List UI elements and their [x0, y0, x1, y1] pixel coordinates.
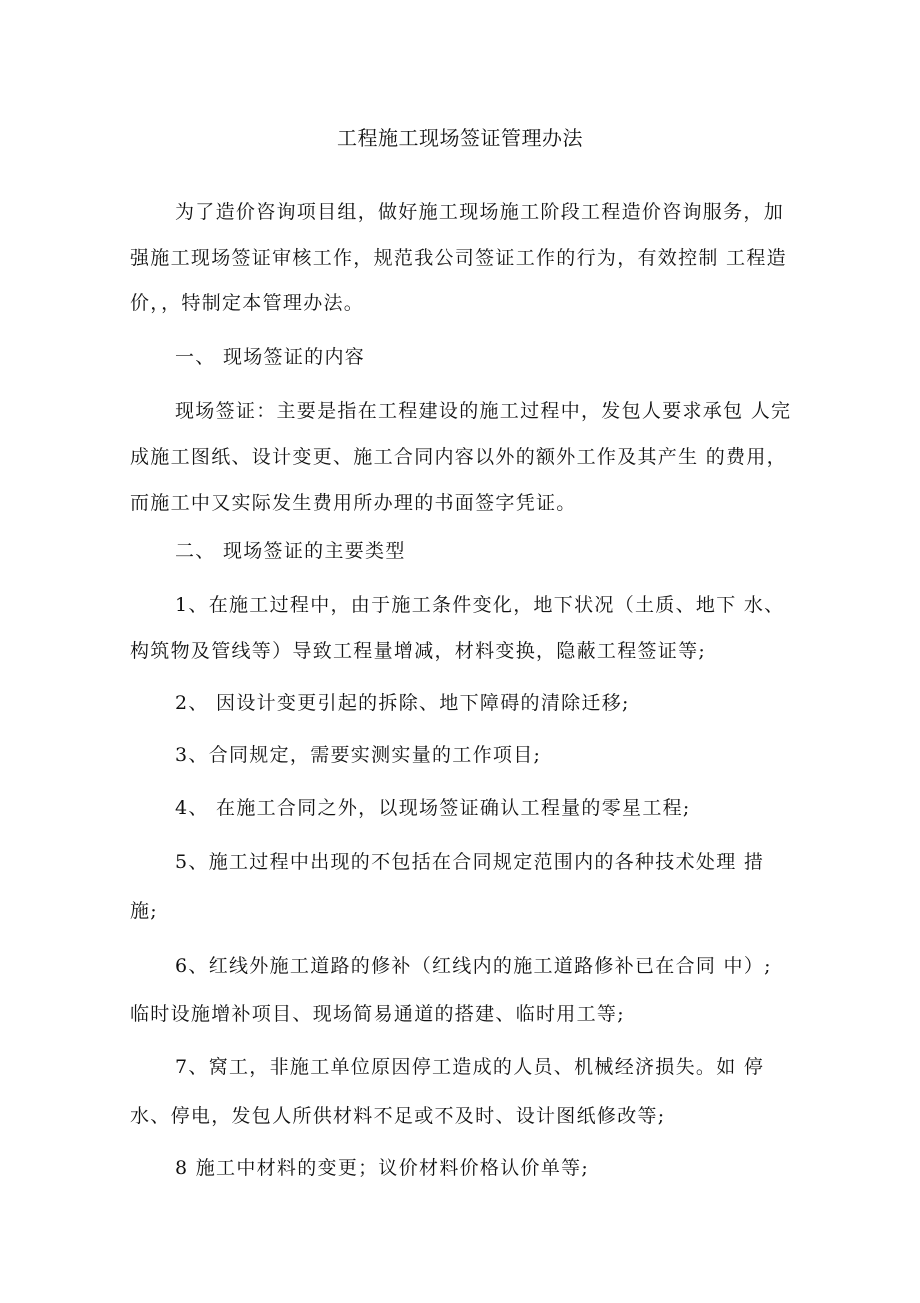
paragraph-line: 而施工中又实际发生费用所办理的书面签字凭证。	[130, 492, 577, 514]
list-item-line: 2、 因设计变更引起的拆除、地下障碍的清除迁移;	[175, 692, 630, 714]
section-heading-1: 一、 现场签证的内容	[175, 346, 366, 368]
list-item-line: 1、在施工过程中，由于施工条件变化，地下状况（土质、地下 水、	[175, 594, 785, 616]
paragraph-line: 为了造价咨询项目组，做好施工现场施工阶段工程造价咨询服务，加	[175, 201, 785, 223]
paragraph-line: 价，，特制定本管理办法。	[130, 292, 365, 314]
list-item-line: 4、 在施工合同之外，以现场签证确认工程量的零星工程;	[175, 797, 691, 819]
document-title: 工程施工现场签证管理办法	[337, 126, 583, 150]
paragraph-line: 成施工图纸、设计变更、施工合同内容以外的额外工作及其产生 的费用，	[130, 446, 787, 468]
list-item-line: 6、红线外施工道路的修补（红线内的施工道路修补已在合同 中）;	[175, 955, 772, 977]
list-item-line: 水、停电，发包人所供材料不足或不及时、设计图纸修改等;	[130, 1105, 666, 1127]
list-item-line: 7、窝工，非施工单位原因停工造成的人员、机械经济损失。如 停	[175, 1056, 765, 1078]
list-item-line: 3、合同规定，需要实测实量的工作项目;	[175, 744, 542, 766]
paragraph-line: 现场签证：主要是指在工程建设的施工过程中，发包人要求承包 人完	[175, 400, 792, 422]
section-heading-2: 二、 现场签证的主要类型	[175, 540, 406, 562]
list-item-line: 5、施工过程中出现的不包括在合同规定范围内的各种技术处理 措	[175, 851, 765, 873]
list-item-line: 施;	[130, 900, 159, 922]
list-item-line: 构筑物及管线等）导致工程量增减，材料变换，隐蔽工程签证等;	[130, 640, 707, 662]
paragraph-line: 强施工现场签证审核工作，规范我公司签证工作的行为，有效控制 工程造	[130, 247, 787, 269]
list-item-line: 临时设施增补项目、现场简易通道的搭建、临时用工等;	[130, 1003, 625, 1025]
list-item-line: 8 施工中材料的变更；议价材料价格认价单等;	[175, 1157, 590, 1179]
